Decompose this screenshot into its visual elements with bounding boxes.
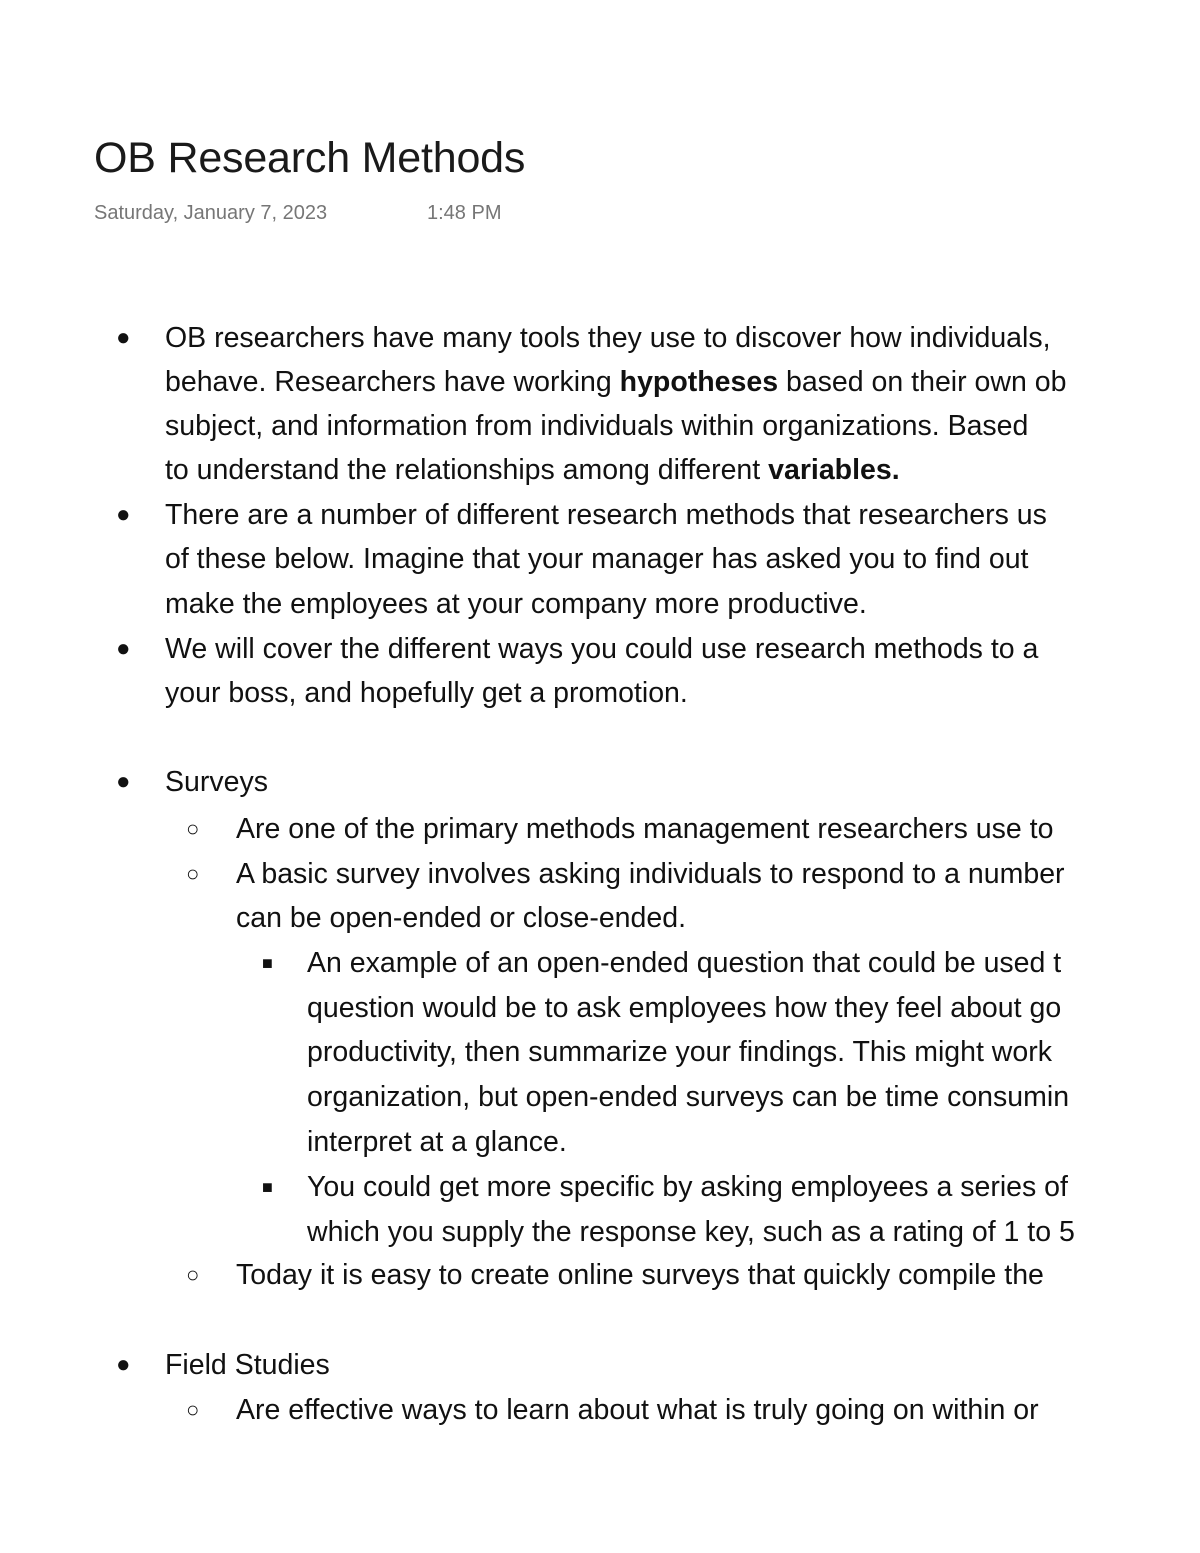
list-item-text: productivity, then summarize your findings. This might work [307, 1036, 1052, 1068]
list-item-text: OB researchers have many tools they use to discover how individuals, [165, 322, 1051, 354]
list-item-text: can be open-ended or close-ended. [236, 902, 687, 934]
section-heading-surveys: Surveys [165, 766, 268, 798]
list-item-text: interpret at a glance. [307, 1126, 567, 1158]
section-heading-field-studies: Field Studies [165, 1349, 330, 1381]
square-bullet-icon: ■ [262, 1177, 273, 1197]
list-item-text: of these below. Imagine that your manager has asked you to find out [165, 543, 1029, 575]
bullet-icon: ● [116, 324, 131, 351]
list-item-text: An example of an open-ended question that could be used t [307, 947, 1062, 979]
note-date: Saturday, January 7, 2023 [94, 202, 328, 224]
list-item-text: organization, but open-ended surveys can be time consumin [307, 1081, 1070, 1113]
circle-bullet-icon: ○ [186, 1262, 200, 1287]
circle-bullet-icon: ○ [186, 861, 200, 886]
list-item-text: your boss, and hopefully get a promotion. [165, 677, 688, 709]
list-item-text: Are one of the primary methods management researchers use to [236, 813, 1054, 845]
note-time: 1:48 PM [427, 202, 502, 224]
bullet-icon: ● [116, 768, 131, 795]
bold-term: hypotheses [619, 366, 779, 398]
list-item-text: You could get more specific by asking employees a series of [307, 1171, 1068, 1203]
list-item-text: There are a number of different research methods that researchers us [165, 499, 1047, 531]
square-bullet-icon: ■ [262, 953, 273, 973]
bullet-icon: ● [116, 635, 131, 662]
list-item-text: which you supply the response key, such as a rating of 1 to 5 [307, 1216, 1075, 1248]
list-item-text: A basic survey involves asking individuals to respond to a number [236, 858, 1065, 890]
page-title: OB Research Methods [94, 134, 526, 182]
list-item-text: Today it is easy to create online surveys that quickly compile the [236, 1259, 1044, 1291]
bullet-icon: ● [116, 501, 131, 528]
list-item-text: subject, and information from individuals within organizations. Based [165, 410, 1029, 442]
list-item-text: behave. Researchers have working hypotheses based on their own ob [165, 366, 1067, 398]
list-item-text: question would be to ask employees how they feel about go [307, 992, 1062, 1024]
list-item-text: Are effective ways to learn about what is truly going on within or [236, 1394, 1039, 1426]
list-item-text: make the employees at your company more productive. [165, 588, 867, 620]
list-item-text: We will cover the different ways you could use research methods to a [165, 633, 1039, 665]
bullet-icon: ● [116, 1351, 131, 1378]
bold-term: variables. [768, 454, 900, 486]
circle-bullet-icon: ○ [186, 1397, 200, 1422]
list-item-text: to understand the relationships among different variables. [165, 454, 900, 486]
circle-bullet-icon: ○ [186, 816, 200, 841]
